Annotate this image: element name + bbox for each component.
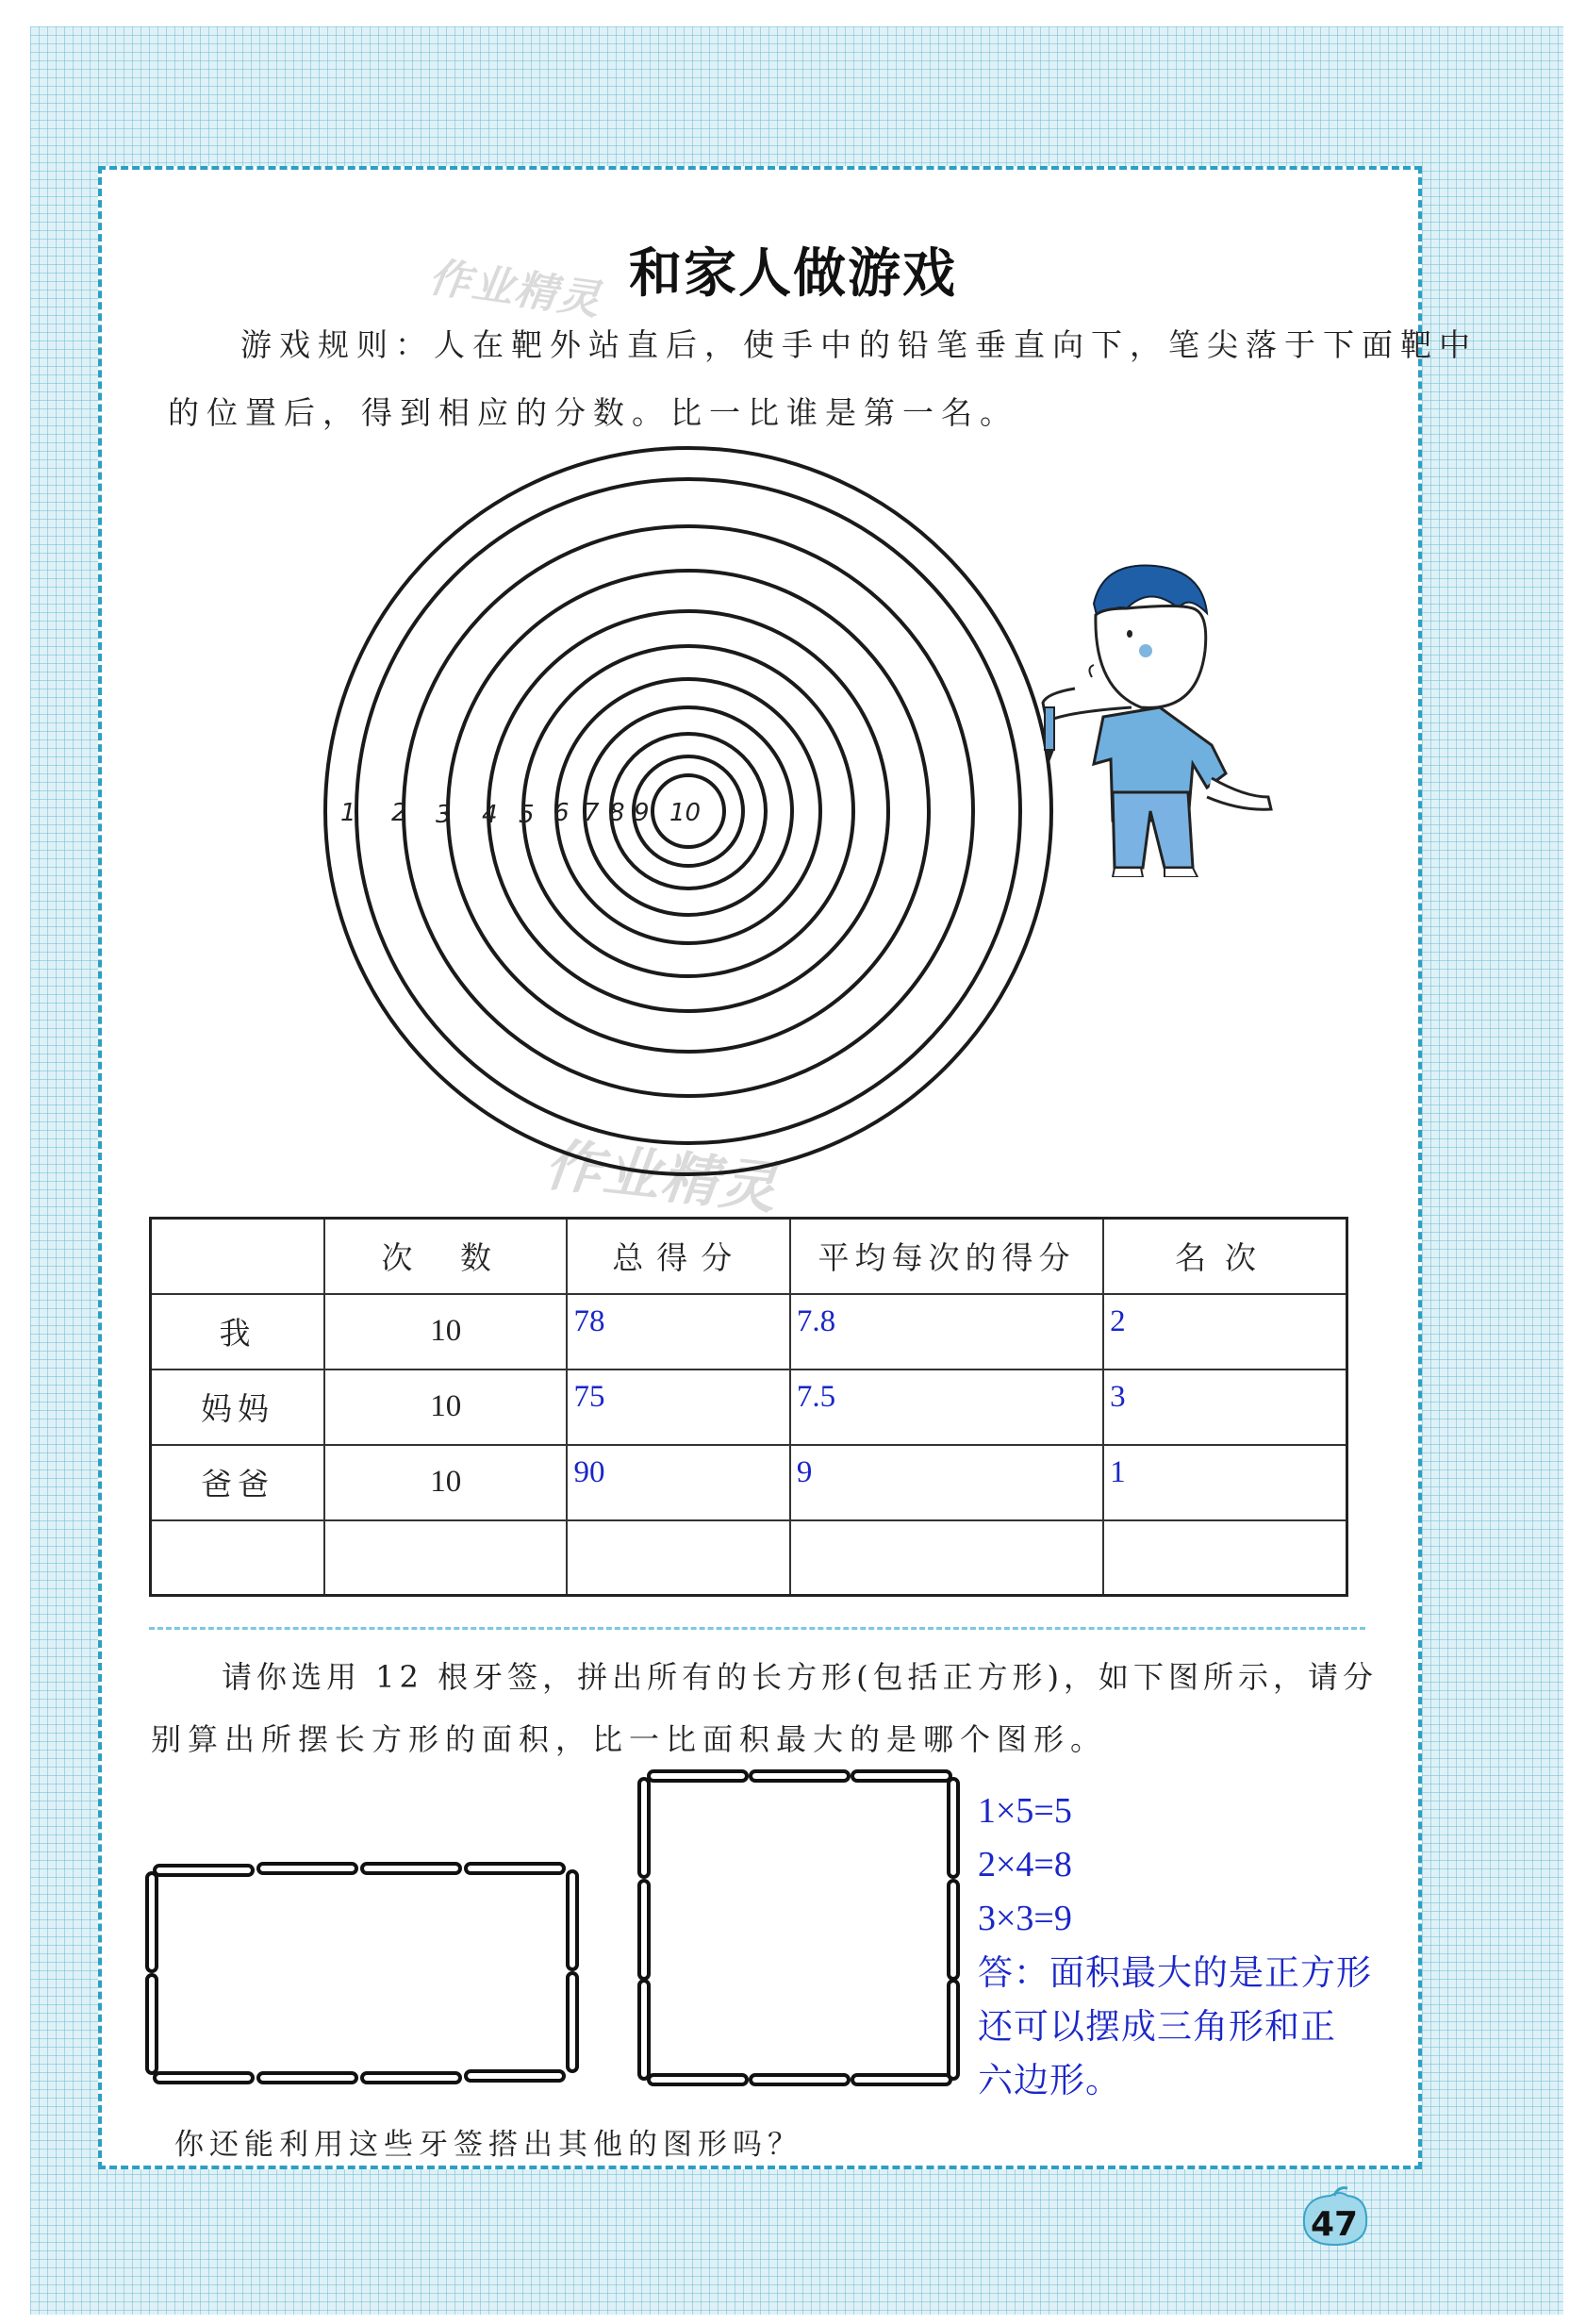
toothpick bbox=[649, 2075, 747, 2084]
answer-line-3: 3×3=9 bbox=[978, 1899, 1072, 1938]
ring-label-3: 3 bbox=[436, 801, 452, 829]
header-total: 总得分 bbox=[567, 1219, 789, 1294]
ring-label-5: 5 bbox=[519, 801, 535, 829]
watermark-top: 作业精灵 bbox=[425, 253, 605, 325]
header-rank: 名次 bbox=[1103, 1219, 1346, 1294]
rules-line-2: 的位置后，得到相应的分数。比一比谁是第一名。 bbox=[168, 394, 1018, 431]
row-count: 10 bbox=[324, 1370, 567, 1445]
page-number: 47 bbox=[1310, 2205, 1359, 2244]
row-rank bbox=[1103, 1520, 1346, 1596]
header-count: 次 数 bbox=[324, 1219, 567, 1294]
table-row-empty bbox=[151, 1520, 1347, 1596]
ring-label-8: 8 bbox=[609, 799, 625, 827]
toothpick-line-2: 别算出所摆长方形的面积，比一比面积最大的是哪个图形。 bbox=[151, 1721, 1108, 1757]
ring-label-4: 4 bbox=[482, 801, 498, 829]
toothpick bbox=[751, 1771, 849, 1781]
toothpick bbox=[639, 1881, 649, 1979]
toothpick bbox=[466, 2071, 564, 2081]
toothpick bbox=[852, 2075, 950, 2084]
target-svg bbox=[321, 443, 1056, 1179]
toothpick bbox=[639, 1779, 649, 1877]
row-name bbox=[151, 1520, 325, 1596]
row-average: 7.8 bbox=[790, 1294, 1103, 1370]
row-name: 我 bbox=[151, 1294, 325, 1370]
score-table bbox=[149, 1217, 1348, 1597]
toothpick bbox=[751, 2075, 849, 2084]
answer-line-1: 1×5=5 bbox=[978, 1791, 1072, 1831]
toothpick bbox=[949, 1779, 958, 1877]
header-average: 平均每次的得分 bbox=[790, 1219, 1103, 1294]
handwritten-answer bbox=[978, 1784, 1372, 2107]
toothpick bbox=[155, 2073, 253, 2083]
row-rank: 3 bbox=[1103, 1370, 1346, 1445]
row-count bbox=[324, 1520, 567, 1596]
toothpick bbox=[852, 1771, 950, 1781]
answer-line-6: 六边形。 bbox=[978, 2060, 1121, 2100]
toothpick bbox=[568, 1871, 577, 1969]
toothpick-rectangle bbox=[141, 1856, 585, 2092]
toothpick bbox=[466, 1864, 564, 1873]
ring-label-2: 2 bbox=[391, 799, 407, 827]
header-blank bbox=[151, 1219, 325, 1294]
watermark-middle: 作业精灵 bbox=[541, 1132, 782, 1222]
row-name: 妈妈 bbox=[151, 1370, 325, 1445]
toothpick bbox=[362, 2073, 460, 2083]
page-number-badge bbox=[1297, 2186, 1372, 2249]
toothpick bbox=[639, 1981, 649, 2079]
toothpick bbox=[949, 1981, 958, 2079]
toothpick bbox=[949, 1881, 958, 1979]
row-name: 爸爸 bbox=[151, 1445, 325, 1520]
ring-label-7: 7 bbox=[584, 799, 600, 827]
row-count: 10 bbox=[324, 1294, 567, 1370]
toothpick-line-1: 请你选用 12 根牙签，拼出所有的长方形(包括正方形)，如下图所示，请分 bbox=[222, 1659, 1379, 1695]
target-board bbox=[321, 443, 1056, 1179]
answer-line-2: 2×4=8 bbox=[978, 1845, 1072, 1884]
table-header-row bbox=[151, 1219, 1347, 1294]
rules-line-1: 游戏规则：人在靶外站直后，使手中的铅笔垂直向下，笔尖落于下面靶中 bbox=[240, 326, 1478, 363]
row-average bbox=[790, 1520, 1103, 1596]
row-total bbox=[567, 1520, 789, 1596]
row-average: 9 bbox=[790, 1445, 1103, 1520]
answer-line-5: 还可以摆成三角形和正 bbox=[978, 2006, 1336, 2047]
row-count: 10 bbox=[324, 1445, 567, 1520]
ring-label-6: 6 bbox=[553, 799, 570, 827]
toothpick bbox=[649, 1771, 747, 1781]
toothpick bbox=[362, 1864, 460, 1873]
ring-label-9: 9 bbox=[634, 799, 650, 827]
toothpick-square bbox=[634, 1764, 964, 2094]
toothpick bbox=[258, 1864, 356, 1873]
section-divider bbox=[149, 1627, 1365, 1630]
table-row bbox=[151, 1370, 1347, 1445]
toothpick bbox=[147, 1975, 157, 2073]
table-row bbox=[151, 1294, 1347, 1370]
toothpick bbox=[258, 2073, 356, 2083]
extension-question: 你还能利用这些牙签搭出其他的图形吗？ bbox=[174, 2128, 802, 2162]
row-total: 75 bbox=[567, 1370, 789, 1445]
row-rank: 2 bbox=[1103, 1294, 1346, 1370]
page-title: 和家人做游戏 bbox=[629, 243, 957, 305]
toothpick bbox=[568, 1973, 577, 2071]
row-total: 78 bbox=[567, 1294, 789, 1370]
ring-label-1: 1 bbox=[340, 799, 356, 827]
table-row bbox=[151, 1445, 1347, 1520]
toothpick bbox=[155, 1866, 253, 1875]
boy-illustration bbox=[1037, 556, 1282, 877]
answer-line-4: 答：面积最大的是正方形 bbox=[978, 1952, 1372, 1993]
row-average: 7.5 bbox=[790, 1370, 1103, 1445]
ring-label-10: 10 bbox=[669, 799, 702, 827]
row-total: 90 bbox=[567, 1445, 789, 1520]
row-rank: 1 bbox=[1103, 1445, 1346, 1520]
toothpick bbox=[147, 1873, 157, 1971]
